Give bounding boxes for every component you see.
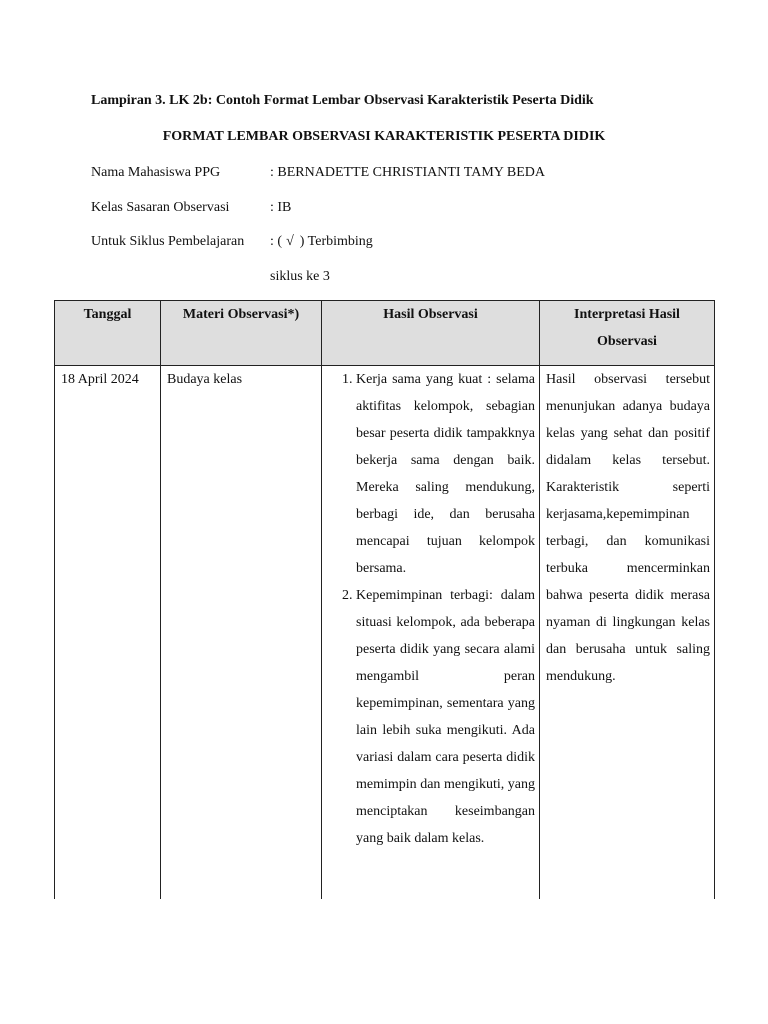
interpretasi-value: Hasil observasi tersebut menunjukan adanya budaya kelas yang sehat dan positif didalam kelas tersebut. Karakteristik seperti kerjasama,kepemimpinan terbagi, dan komunikasi terbuka mencerminkan bahwa peserta didik merasa nyaman di lingkungan kelas dan berusaha untuk saling mendukung. xyxy=(546,372,710,684)
checkmark-icon: √ xyxy=(286,234,294,249)
table-header-row xyxy=(55,301,715,366)
kelas-value: : IB xyxy=(270,200,292,215)
cell-tanggal xyxy=(55,366,161,900)
cell-materi xyxy=(161,366,322,900)
mahasiswa-value: : BERNADETTE CHRISTIANTI TAMY BEDA xyxy=(270,165,545,180)
mahasiswa-label: Nama Mahasiswa PPG xyxy=(91,165,221,180)
hasil-list xyxy=(322,366,539,852)
table-row xyxy=(55,366,715,900)
siklus-ke: siklus ke 3 xyxy=(270,269,330,284)
document-title: FORMAT LEMBAR OBSERVASI KARAKTERISTIK PESERTA DIDIK xyxy=(162,129,606,144)
appendix-caption: Lampiran 3. LK 2b: Contoh Format Lembar Observasi Karakteristik Peserta Didik xyxy=(91,93,594,108)
list-item: 2. Kepemimpinan terbagi: dalam situasi kelompok, ada beberapa peserta didik yang secara alami mengambil peran kepemimpinan, sementara yang lain lebih suka mengikuti. Ada variasi dalam cara peserta didik memimpin dan mengikuti, yang menciptakan keseimbangan yang baik dalam kelas. xyxy=(356,582,535,852)
cell-hasil xyxy=(322,366,540,900)
header-tanggal: Tanggal xyxy=(55,301,161,366)
siklus-prefix: : ( xyxy=(270,234,283,249)
kelas-label: Kelas Sasaran Observasi xyxy=(91,200,230,215)
siklus-suffix: ) Terbimbing xyxy=(299,234,373,249)
materi-value: Budaya kelas xyxy=(167,372,243,387)
header-interpretasi: Interpretasi Hasil Observasi xyxy=(540,301,715,366)
list-item: 1. Kerja sama yang kuat : selama aktifitas kelompok, sebagian besar peserta didik tampakknya bekerja sama dengan baik. Mereka saling mendukung, berbagi ide, dan berusaha mencapai tujuan kelompok bersama. xyxy=(356,366,535,582)
cell-interpretasi xyxy=(540,366,715,900)
siklus-label: Untuk Siklus Pembelajaran xyxy=(91,234,245,249)
siklus-value xyxy=(270,234,373,250)
header-hasil: Hasil Observasi xyxy=(322,301,540,366)
header-materi: Materi Observasi*) xyxy=(161,301,322,366)
tanggal-value: 18 April 2024 xyxy=(61,372,139,387)
observation-table xyxy=(54,300,715,899)
